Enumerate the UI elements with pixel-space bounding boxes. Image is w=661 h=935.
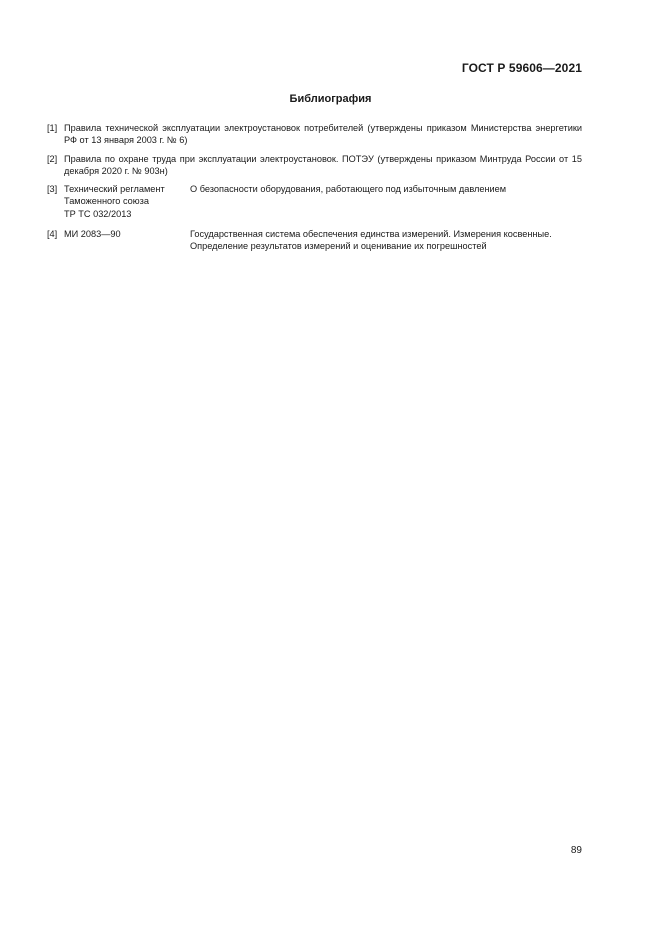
reference-text: Правила технической эксплуатации электроустановок потребителей (утверждены приказом Министерства энергетики РФ от 13 января 2003 г. № 6) <box>64 123 582 146</box>
document-code-header: ГОСТ Р 59606—2021 <box>461 61 582 75</box>
reference-list <box>47 122 582 259</box>
reference-item-2 <box>47 153 582 178</box>
reference-description: Государственная система обеспечения единства измерений. Измерения косвенные. Определение результатов измерений и оценивание их погрешностей <box>190 229 552 252</box>
reference-item-1 <box>47 122 582 147</box>
reference-document-name: МИ 2083—90 <box>64 229 121 240</box>
reference-number: [4] <box>47 229 58 240</box>
page-number: 89 <box>570 845 582 856</box>
reference-number: [2] <box>47 153 58 164</box>
bibliography-title: Библиография <box>289 93 372 105</box>
reference-item-3 <box>47 183 582 220</box>
reference-item-4 <box>47 228 582 253</box>
reference-number: [3] <box>47 184 58 195</box>
reference-document-name: Технический регламент Таможенного союза ТР ТС 032/2013 <box>64 184 165 219</box>
reference-text: Правила по охране труда при эксплуатации электроустановок. ПОТЭУ (утверждены приказом Минтруда России от 15 декабря 2020 г. № 903н) <box>64 153 582 176</box>
reference-description: О безопасности оборудования, работающего под избыточным давлением <box>190 184 507 195</box>
reference-number: [1] <box>47 123 58 133</box>
